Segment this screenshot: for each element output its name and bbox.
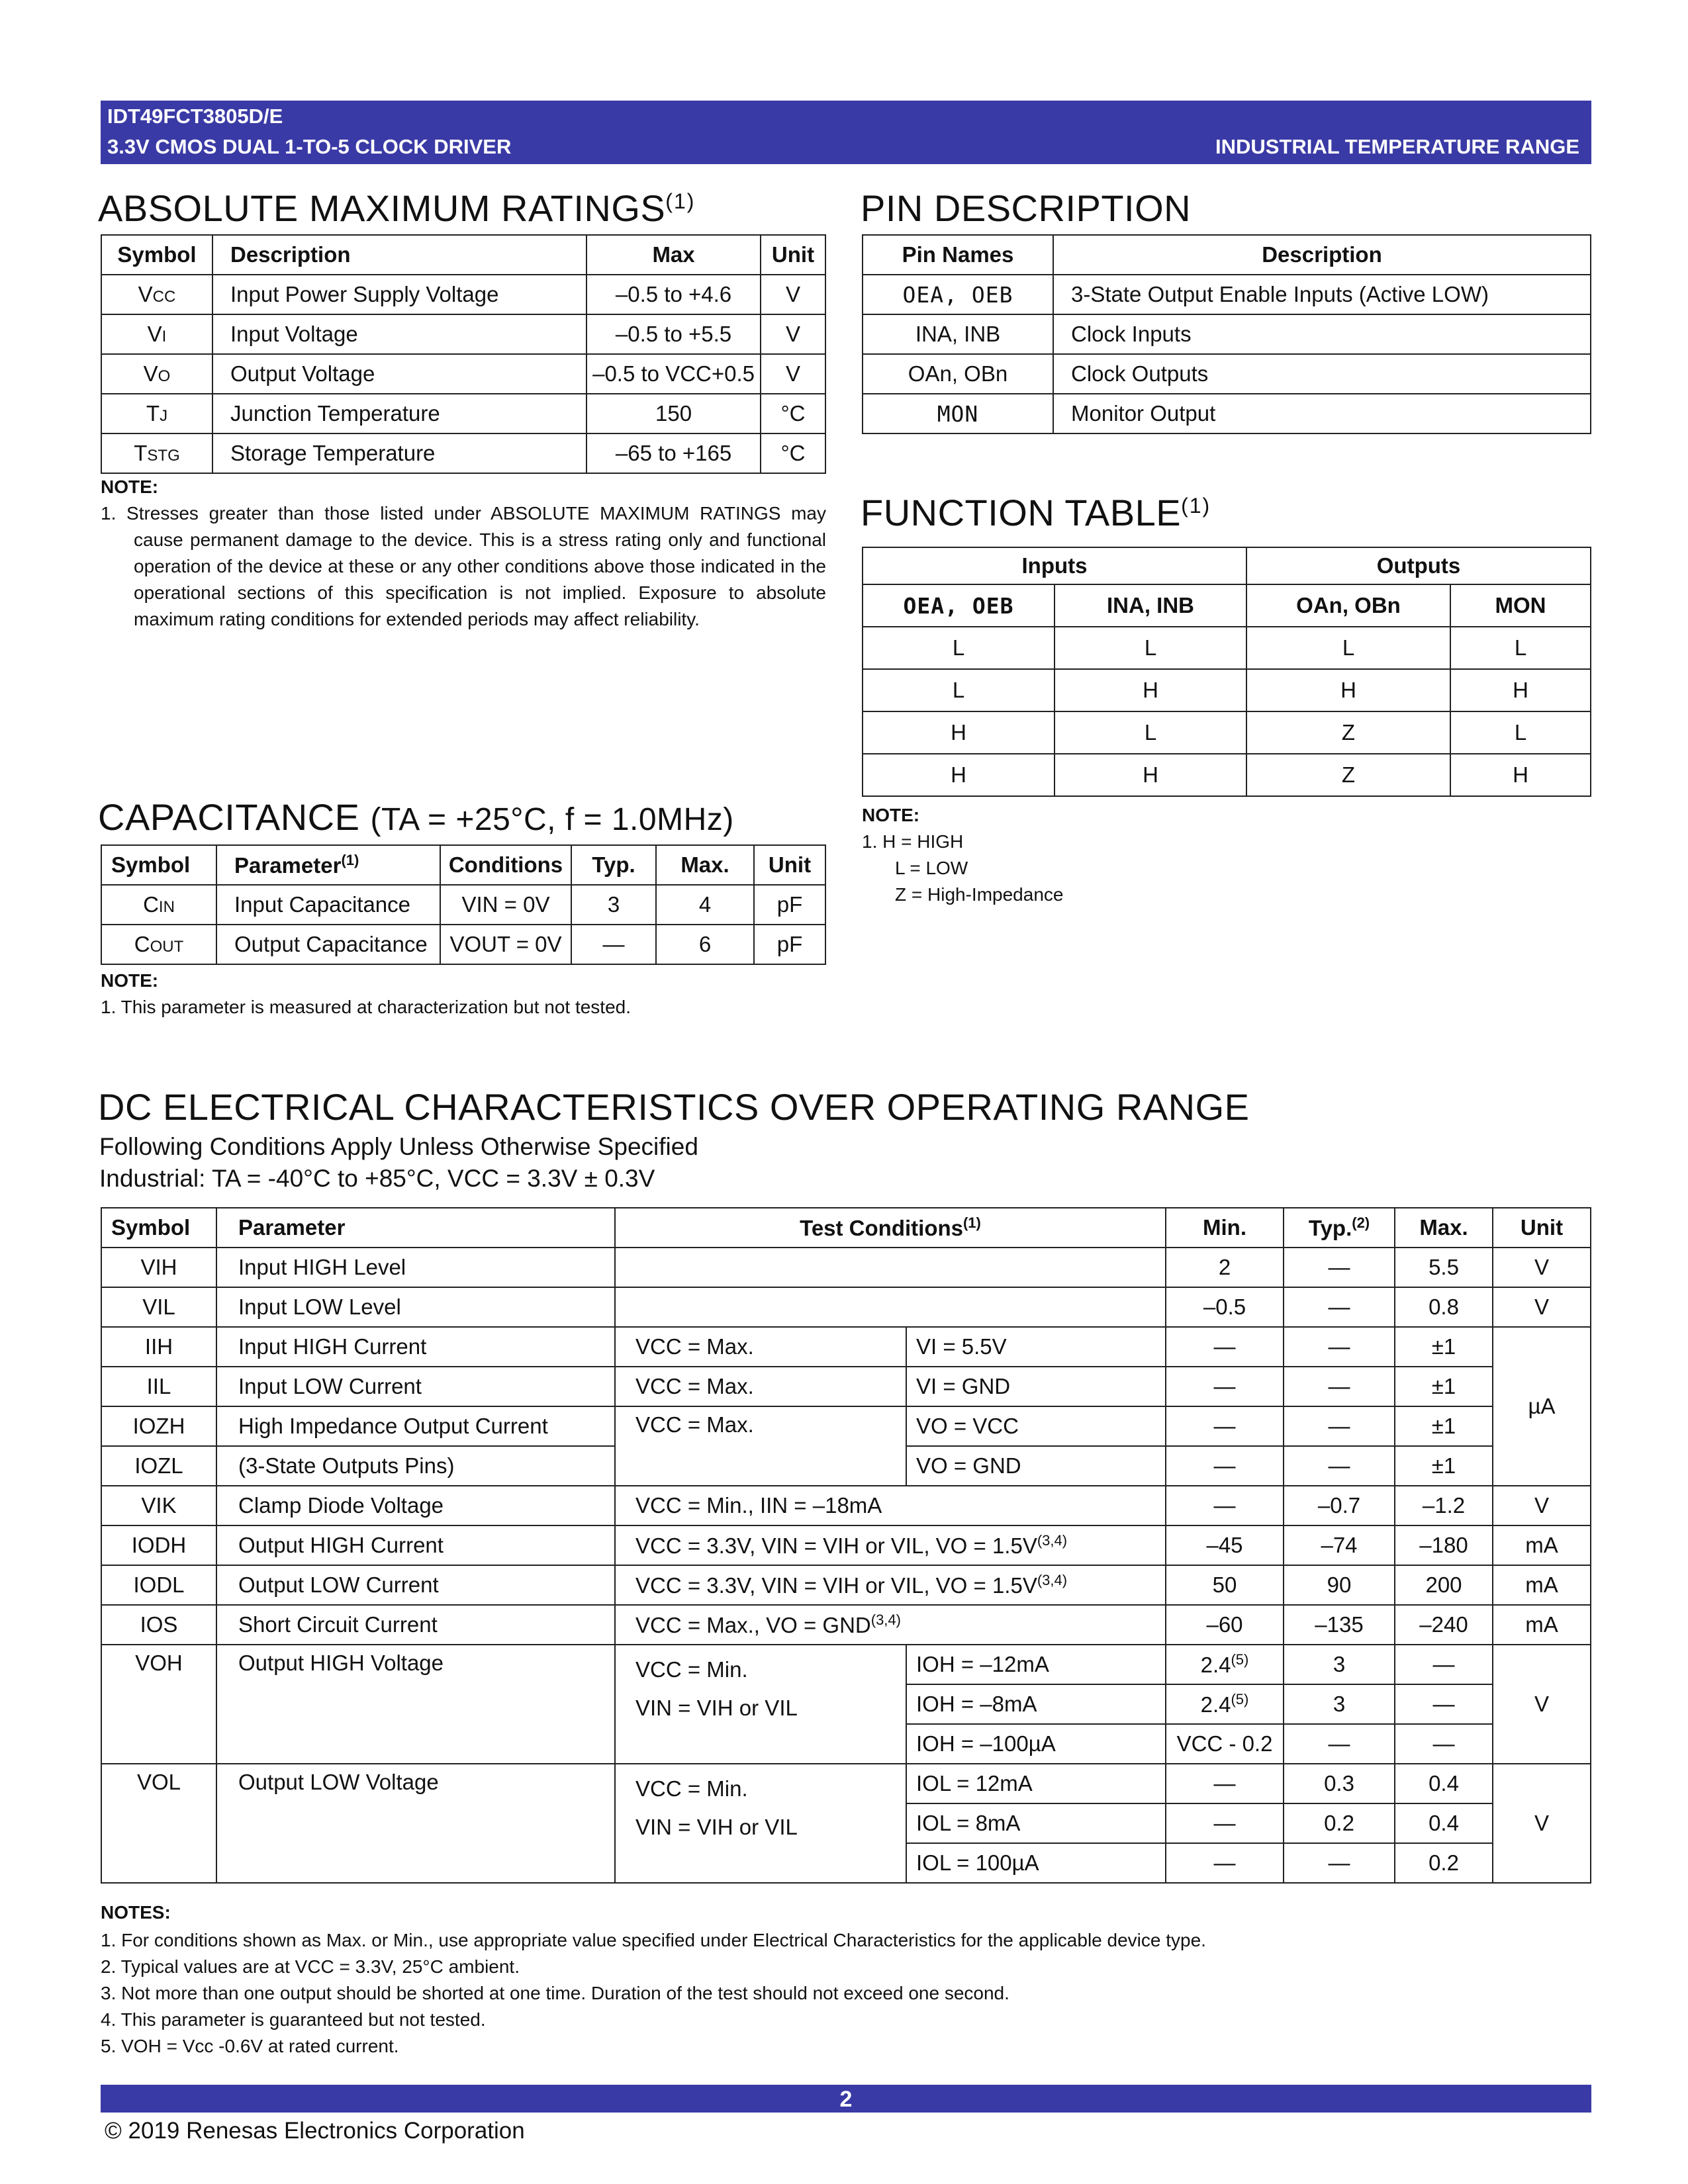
symbol-cell: COUT (101, 925, 216, 964)
conditions-cell: VCC = 3.3V, VIN = VIH or VIL, VO = $1.5V^{(3,4)}$ (615, 1565, 1166, 1605)
symbol-cell: VI (101, 314, 212, 354)
col-header: Unit (1493, 1208, 1591, 1248)
table-row (863, 627, 1591, 669)
pin-description-cell: Monitor Output (1053, 394, 1591, 433)
unit-cell: °C (761, 394, 825, 433)
min-cell: — (1166, 1764, 1284, 1803)
max-cell: 0.8 (1395, 1287, 1493, 1327)
typ-cell: –74 (1284, 1525, 1395, 1565)
symbol-cell: TSTG (101, 433, 212, 473)
cell: H (863, 754, 1055, 796)
symbol-cell: VCC (101, 275, 212, 314)
col-header: INA, INB (1055, 584, 1246, 627)
cell: L (1450, 627, 1591, 669)
condition-2-cell: VI = 5.5V (906, 1327, 1166, 1367)
parameter-cell: Input LOW Level (216, 1287, 615, 1327)
parameter-cell: Output Capacitance (216, 925, 440, 964)
col-header: Max. (1395, 1208, 1493, 1248)
typ-cell: 0.3 (1284, 1764, 1395, 1803)
table-row (101, 885, 825, 925)
copyright: © 2019 Renesas Electronics Corporation (105, 2118, 525, 2144)
unit-cell: V (1493, 1248, 1591, 1287)
max-cell: ±1 (1395, 1327, 1493, 1367)
pin-description-table (862, 234, 1591, 434)
pin-description-cell: Clock Outputs (1053, 354, 1591, 394)
condition-2-cell: IOH = –12mA (906, 1645, 1166, 1684)
max-cell: 0.4 (1395, 1764, 1493, 1803)
col-header: Unit (754, 845, 825, 885)
col-header: Parameter$^{(1)}$ (216, 845, 440, 885)
unit-cell: mA (1493, 1605, 1591, 1645)
note-label: NOTE: (862, 805, 920, 825)
col-header: OEA, OEB (863, 584, 1055, 627)
condition-2-cell: IOH = –8mA (906, 1684, 1166, 1724)
unit-cell: mA (1493, 1565, 1591, 1605)
parameter-cell: Input LOW Current (216, 1367, 615, 1406)
cell: H (1450, 754, 1591, 796)
table-row (101, 925, 825, 964)
min-cell: — (1166, 1367, 1284, 1406)
parameter-cell: Short Circuit Current (216, 1605, 615, 1645)
part-number: IDT49FCT3805D/E (107, 105, 283, 128)
col-header: Conditions (440, 845, 571, 885)
unit-cell: °C (761, 433, 825, 473)
max-cell: –65 to +165 (586, 433, 761, 473)
parameter-cell: Output HIGH Current (216, 1525, 615, 1565)
cell: H (1246, 669, 1450, 711)
col-header: Max (586, 235, 761, 275)
conditions-cell (615, 1248, 1166, 1287)
condition-2-cell: VO = GND (906, 1446, 1166, 1486)
notes-label: NOTES: (101, 1902, 171, 1923)
table-row (101, 1327, 1591, 1367)
abs-max-notes (101, 474, 826, 633)
cell: H (1450, 669, 1591, 711)
table-row (101, 1248, 1591, 1287)
parameter-cell: Input Capacitance (216, 885, 440, 925)
note-item: 1. H = HIGH (862, 831, 964, 852)
note-item: 2. Typical values are at VCC = 3.3V, 25°C ambient. (101, 1956, 520, 1977)
min-cell: VCC - 0.2 (1166, 1724, 1284, 1764)
max-cell: 5.5 (1395, 1248, 1493, 1287)
inputs-group-header: Inputs (863, 547, 1246, 584)
parameter-cell: Output HIGH Voltage (216, 1645, 615, 1764)
col-header: Test Conditions$^{(1)}$ (615, 1208, 1166, 1248)
function-table (862, 547, 1591, 797)
max-cell: — (1395, 1645, 1493, 1684)
description-cell: Junction Temperature (212, 394, 586, 433)
table-row (101, 1645, 1591, 1684)
cell: H (1055, 669, 1246, 711)
max-cell: 4 (656, 885, 754, 925)
unit-cell: V (761, 314, 825, 354)
typ-cell: — (1284, 1327, 1395, 1367)
parameter-cell: Output LOW Current (216, 1565, 615, 1605)
table-row (101, 1486, 1591, 1525)
abs-max-title: ABSOLUTE MAXIMUM RATINGS$^{(1)}$ (98, 187, 696, 229)
pin-description-cell: Clock Inputs (1053, 314, 1591, 354)
min-cell: 2.4$^{(5)}$ (1166, 1645, 1284, 1684)
note-item: 1. For conditions shown as Max. or Min., use appropriate value specified under Electrical Characteristics for the applicable device type. (101, 1930, 1206, 1950)
symbol-cell: VIK (101, 1486, 216, 1525)
dc-conditions-line-2: Industrial: TA = -40°C to +85°C, VCC = 3.3V ± 0.3V (99, 1165, 655, 1192)
note-item: 1. Stresses greater than those listed under ABSOLUTE MAXIMUM RATINGS may cause permanent damage to the device. This is a stress rating only and functional operation of the device at these or any other conditions above those indicated in the operational sections of this specification is not implied. Exposure to absolute maximum rating conditions for extended periods may affect reliability. (101, 503, 826, 629)
condition-2-cell: IOL = 12mA (906, 1764, 1166, 1803)
conditions-cell: VIN = 0V (440, 885, 571, 925)
typ-cell: 3 (1284, 1645, 1395, 1684)
min-cell: — (1166, 1486, 1284, 1525)
note-item: 1. This parameter is measured at characterization but not tested. (101, 997, 632, 1017)
table-row (863, 354, 1591, 394)
min-cell: — (1166, 1803, 1284, 1843)
pin-name-cell: OAn, OBn (863, 354, 1053, 394)
note-item: 5. VOH = Vcc -0.6V at rated current. (101, 2036, 399, 2056)
min-cell: 2.4$^{(5)}$ (1166, 1684, 1284, 1724)
table-row (101, 1525, 1591, 1565)
cell: L (863, 627, 1055, 669)
max-cell: ±1 (1395, 1446, 1493, 1486)
unit-cell: µA (1493, 1327, 1591, 1486)
col-header: Parameter (216, 1208, 615, 1248)
table-row (101, 314, 825, 354)
cell: Z (1246, 711, 1450, 754)
table-row (101, 394, 825, 433)
condition-2-cell: VO = VCC (906, 1406, 1166, 1446)
parameter-cell: Input HIGH Level (216, 1248, 615, 1287)
symbol-cell: IOZH (101, 1406, 216, 1446)
unit-cell: mA (1493, 1525, 1591, 1565)
typ-cell: 3 (571, 885, 656, 925)
condition-2-cell: VI = GND (906, 1367, 1166, 1406)
min-cell: 2 (1166, 1248, 1284, 1287)
table-row (101, 1764, 1591, 1803)
col-header: Symbol (101, 235, 212, 275)
unit-cell: V (1493, 1486, 1591, 1525)
description-cell: Storage Temperature (212, 433, 586, 473)
typ-cell: — (1284, 1406, 1395, 1446)
capacitance-title: CAPACITANCE (TA = +25°C, f = 1.0MHz) (98, 796, 734, 838)
table-row (101, 1565, 1591, 1605)
col-header: Description (1053, 235, 1591, 275)
min-cell: –45 (1166, 1525, 1284, 1565)
unit-cell: V (1493, 1645, 1591, 1764)
unit-cell: pF (754, 885, 825, 925)
table-row (863, 711, 1591, 754)
dc-characteristics-title: DC ELECTRICAL CHARACTERISTICS OVER OPERATING RANGE (98, 1086, 1250, 1128)
col-header: Symbol (101, 1208, 216, 1248)
max-cell: –240 (1395, 1605, 1493, 1645)
symbol-cell: IOZL (101, 1446, 216, 1486)
parameter-cell: (3-State Outputs Pins) (216, 1446, 615, 1486)
parameter-cell: Input HIGH Current (216, 1327, 615, 1367)
symbol-cell: TJ (101, 394, 212, 433)
pin-name-cell: INA, INB (863, 314, 1053, 354)
conditions-cell: VCC = Min., IIN = –18mA (615, 1486, 1166, 1525)
max-cell: 0.4 (1395, 1803, 1493, 1843)
table-row (101, 1406, 1591, 1446)
page-number: 2 (839, 2087, 853, 2112)
symbol-cell: VO (101, 354, 212, 394)
col-header: Max. (656, 845, 754, 885)
note-item: 3. Not more than one output should be shorted at one time. Duration of the test should not exceed one second. (101, 1983, 1009, 2003)
col-header: Description (212, 235, 586, 275)
max-cell: 150 (586, 394, 761, 433)
typ-cell: — (1284, 1248, 1395, 1287)
typ-cell: — (1284, 1843, 1395, 1883)
max-cell: — (1395, 1724, 1493, 1764)
parameter-cell: Clamp Diode Voltage (216, 1486, 615, 1525)
max-cell: –0.5 to VCC+0.5 (586, 354, 761, 394)
col-header: MON (1450, 584, 1591, 627)
cell: H (1055, 754, 1246, 796)
max-cell: — (1395, 1684, 1493, 1724)
capacitance-table (101, 844, 826, 965)
unit-cell: V (1493, 1287, 1591, 1327)
min-cell: — (1166, 1327, 1284, 1367)
capacitance-notes (101, 968, 826, 1021)
table-row (863, 669, 1591, 711)
max-cell: 200 (1395, 1565, 1493, 1605)
symbol-cell: VIH (101, 1248, 216, 1287)
max-cell: –180 (1395, 1525, 1493, 1565)
max-cell: –0.5 to +4.6 (586, 275, 761, 314)
description-cell: Input Power Supply Voltage (212, 275, 586, 314)
condition-2-cell: IOH = –100µA (906, 1724, 1166, 1764)
unit-cell: V (761, 275, 825, 314)
cell: H (863, 711, 1055, 754)
min-cell: –60 (1166, 1605, 1284, 1645)
note-item: 4. This parameter is guaranteed but not tested. (101, 2009, 486, 2030)
note-label: NOTE: (101, 477, 159, 497)
symbol-cell: IOS (101, 1605, 216, 1645)
dc-notes (101, 1899, 1591, 2060)
pin-description-cell: 3-State Output Enable Inputs (Active LOW) (1053, 275, 1591, 314)
typ-cell: –0.7 (1284, 1486, 1395, 1525)
table-row (101, 354, 825, 394)
parameter-cell: Output LOW Voltage (216, 1764, 615, 1883)
col-header: Min. (1166, 1208, 1284, 1248)
condition-1-cell: VCC = Max. (615, 1327, 906, 1367)
header-banner (101, 101, 1591, 164)
min-cell: 50 (1166, 1565, 1284, 1605)
unit-cell: V (1493, 1764, 1591, 1883)
symbol-cell: IIH (101, 1327, 216, 1367)
condition-1-cell: VCC = Max. (615, 1367, 906, 1406)
note-label: NOTE: (101, 970, 159, 991)
description-cell: Output Voltage (212, 354, 586, 394)
temperature-range: INDUSTRIAL TEMPERATURE RANGE (1215, 135, 1579, 158)
symbol-cell: IODH (101, 1525, 216, 1565)
symbol-cell: IIL (101, 1367, 216, 1406)
typ-cell: — (1284, 1367, 1395, 1406)
table-row (863, 754, 1591, 796)
conditions-cell: VOUT = 0V (440, 925, 571, 964)
cell: L (863, 669, 1055, 711)
unit-cell: V (761, 354, 825, 394)
col-header: Unit (761, 235, 825, 275)
col-header: Typ. (571, 845, 656, 885)
max-cell: –1.2 (1395, 1486, 1493, 1525)
pin-name-cell: OEA, OEB (863, 275, 1053, 314)
cell: L (1055, 711, 1246, 754)
max-cell: 6 (656, 925, 754, 964)
min-cell: — (1166, 1843, 1284, 1883)
condition-1-cell: VCC = Min. VIN = VIH or VIL (615, 1764, 906, 1883)
table-row (863, 394, 1591, 433)
col-header: Symbol (101, 845, 216, 885)
condition-2-cell: IOL = 8mA (906, 1803, 1166, 1843)
typ-cell: — (571, 925, 656, 964)
doc-subtitle: 3.3V CMOS DUAL 1-TO-5 CLOCK DRIVER (107, 135, 512, 158)
cell: Z (1246, 754, 1450, 796)
min-cell: — (1166, 1406, 1284, 1446)
min-cell: — (1166, 1446, 1284, 1486)
typ-cell: — (1284, 1446, 1395, 1486)
table-row (101, 1605, 1591, 1645)
function-table-notes (862, 802, 1458, 908)
table-row (863, 275, 1591, 314)
abs-max-table (101, 234, 826, 474)
col-header: Pin Names (863, 235, 1053, 275)
min-cell: –0.5 (1166, 1287, 1284, 1327)
max-cell: ±1 (1395, 1367, 1493, 1406)
typ-cell: — (1284, 1724, 1395, 1764)
conditions-cell: VCC = Max., VO = GND$^{(3,4)}$ (615, 1605, 1166, 1645)
parameter-cell: High Impedance Output Current (216, 1406, 615, 1446)
symbol-cell: IODL (101, 1565, 216, 1605)
symbol-cell: VIL (101, 1287, 216, 1327)
max-cell: ±1 (1395, 1406, 1493, 1446)
note-item: Z = High-Impedance (895, 884, 1064, 905)
typ-cell: 90 (1284, 1565, 1395, 1605)
symbol-cell: VOH (101, 1645, 216, 1764)
conditions-cell (615, 1287, 1166, 1327)
condition-1-cell: VCC = Min. VIN = VIH or VIL (615, 1645, 906, 1764)
col-header: OAn, OBn (1246, 584, 1450, 627)
table-row (101, 275, 825, 314)
description-cell: Input Voltage (212, 314, 586, 354)
unit-cell: pF (754, 925, 825, 964)
condition-2-cell: IOL = 100µA (906, 1843, 1166, 1883)
max-cell: –0.5 to +5.5 (586, 314, 761, 354)
cell: L (1055, 627, 1246, 669)
cell: L (1246, 627, 1450, 669)
dc-conditions-line-1: Following Conditions Apply Unless Otherwise Specified (99, 1133, 698, 1160)
footer-banner (101, 2085, 1591, 2113)
symbol-cell: CIN (101, 885, 216, 925)
pin-description-title: PIN DESCRIPTION (861, 187, 1192, 229)
note-item: L = LOW (895, 858, 968, 878)
outputs-group-header: Outputs (1246, 547, 1591, 584)
typ-cell: 3 (1284, 1684, 1395, 1724)
function-table-title: FUNCTION TABLE$^{(1)}$ (861, 492, 1211, 533)
condition-1-cell: VCC = Max. (615, 1406, 906, 1486)
table-row (101, 1367, 1591, 1406)
max-cell: 0.2 (1395, 1843, 1493, 1883)
pin-name-cell: MON (863, 394, 1053, 433)
table-row (101, 1287, 1591, 1327)
symbol-cell: VOL (101, 1764, 216, 1883)
typ-cell: –135 (1284, 1605, 1395, 1645)
table-row (863, 314, 1591, 354)
typ-cell: — (1284, 1287, 1395, 1327)
typ-cell: 0.2 (1284, 1803, 1395, 1843)
conditions-cell: VCC = 3.3V, VIN = VIH or VIL, VO = $1.5V^{(3,4)}$ (615, 1525, 1166, 1565)
dc-characteristics-table (101, 1207, 1591, 1884)
col-header: Typ.$^{(2)}$ (1284, 1208, 1395, 1248)
table-row (101, 433, 825, 473)
cell: L (1450, 711, 1591, 754)
